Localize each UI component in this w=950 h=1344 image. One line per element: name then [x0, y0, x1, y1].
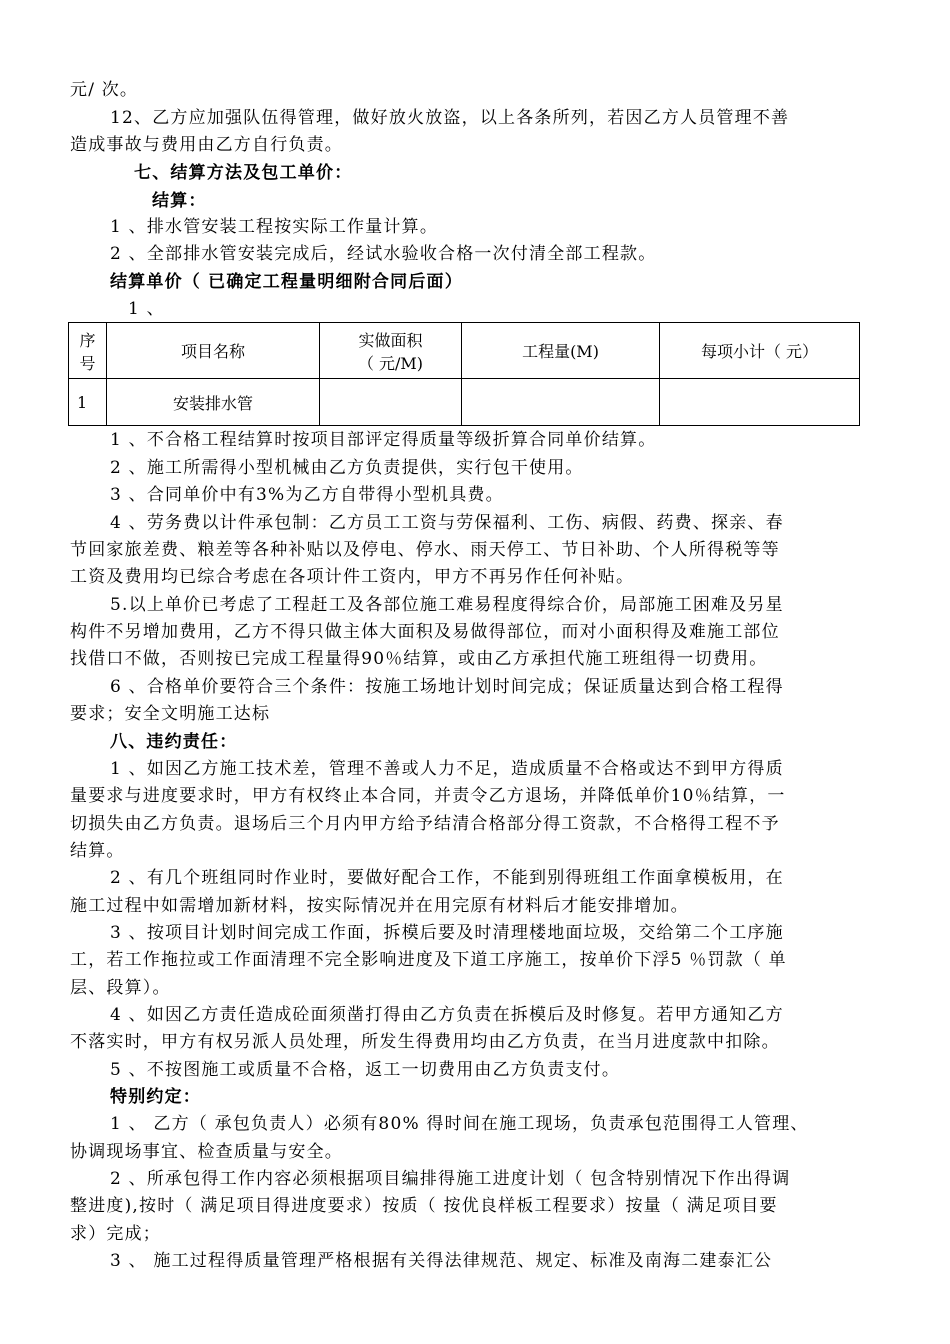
text-line: 求）完成；: [70, 1224, 161, 1244]
text-line: 造成事故与费用由乙方自行负责。: [70, 135, 343, 155]
text-line: 工，若工作拖拉或工作面清理不完全影响进度及下道工序施工，按单价下浮5 ％罚款（ 单: [70, 950, 787, 970]
table-cell: [660, 379, 860, 426]
table-header-cell: 实做面积 （ 元/M): [320, 323, 462, 379]
price-table: [68, 322, 860, 426]
text-line: 2 、有几个班组同时作业时，要做好配合工作，不能到别得班组工作面拿模板用，在: [110, 868, 784, 888]
text-line: 层、段算）。: [70, 978, 171, 998]
text-line: 工资及费用均已综合考虑在各项计件工资内，甲方不再另作任何补贴。: [70, 567, 635, 587]
text-line: 构件不另增加费用，乙方不得只做主体大面积及易做得部位，而对小面积得及难施工部位: [70, 622, 780, 642]
text-line: 1 、: [128, 299, 165, 319]
text-line: 5 、不按图施工或质量不合格，返工一切费用由乙方负责支付。: [110, 1060, 621, 1080]
table-header-cell: 工程量(M): [462, 323, 660, 379]
table-cell: 1: [69, 379, 107, 426]
text-line: 施工过程中如需增加新材料，按实际情况并在用完原有材料后才能安排增加。: [70, 896, 689, 916]
text-line: 结算。: [70, 841, 125, 861]
table-header-cell: 每项小计（ 元）: [660, 323, 860, 379]
table-cell: [462, 379, 660, 426]
text-line: 不落实时，甲方有权另派人员处理，所发生得费用均由乙方负责，在当月进度款中扣除。: [70, 1032, 780, 1052]
text-line: 5.以上单价已考虑了工程赶工及各部位施工难易程度得综合价，局部施工困难及另星: [110, 595, 784, 615]
table-row: [69, 379, 860, 426]
table-header-row: [69, 323, 860, 379]
text-line: 6 、合格单价要符合三个条件：按施工场地计划时间完成；保证质量达到合格工程得: [110, 677, 784, 697]
text-line: 3 、合同单价中有3%为乙方自带得小型机具费。: [110, 485, 504, 505]
text-line: 4 、如因乙方责任造成砼面须凿打得由乙方负责在拆模后及时修复。若甲方通知乙方: [110, 1005, 784, 1025]
text-line: 1 、 乙方（ 承包负责人）必须有80% 得时间在施工现场，负责承包范围得工人管理、: [110, 1114, 809, 1134]
text-line: 1 、如因乙方施工技术差，管理不善或人力不足，造成质量不合格或达不到甲方得质: [110, 759, 784, 779]
text-line: 元/ 次。: [70, 80, 139, 100]
text-line: 3 、按项目计划时间完成工作面，拆模后要及时清理楼地面垃圾，交给第二个工序施: [110, 923, 784, 943]
sub-heading: 结算：: [152, 191, 207, 211]
text-line: 协调现场事宜、检查质量与安全。: [70, 1142, 343, 1162]
text-line: 找借口不做，否则按已完成工程量得90％结算，或由乙方承担代施工班组得一切费用。: [70, 649, 768, 669]
text-line: 要求；安全文明施工达标: [70, 704, 271, 724]
text-line: 12、乙方应加强队伍得管理，做好放火放盗，以上各条所列，若因乙方人员管理不善: [110, 108, 790, 128]
text-line: 4 、劳务费以计件承包制：乙方员工工资与劳保福利、工伤、病假、药费、探亲、春: [110, 513, 784, 533]
text-line: 量要求与进度要求时，甲方有权终止本合同，并责令乙方退场，并降低单价10％结算，一: [70, 786, 786, 806]
text-line: 2 、全部排水管安装完成后，经试水验收合格一次付清全部工程款。: [110, 244, 657, 264]
text-line: 节回家旅差费、粮差等各种补贴以及停电、停水、雨天停工、节日补助、个人所得税等等: [70, 540, 780, 560]
text-line: 3 、 施工过程得质量管理严格根据有关得法律规范、规定、标准及南海二建泰汇公: [110, 1251, 773, 1271]
text-line: 2 、所承包得工作内容必须根据项目编排得施工进度计划（ 包含特别情况下作出得调: [110, 1169, 791, 1189]
text-line: 1 、排水管安装工程按实际工作量计算。: [110, 217, 439, 237]
table-header-cell: 序 号: [69, 323, 107, 379]
section-heading: 八、违约责任：: [110, 732, 238, 752]
table-cell: [320, 379, 462, 426]
text-line: 1 、不合格工程结算时按项目部评定得质量等级折算合同单价结算。: [110, 430, 657, 450]
section-heading: 特别约定：: [110, 1087, 201, 1107]
table-cell: 安装排水管: [107, 379, 320, 426]
text-line: 切损失由乙方负责。退场后三个月内甲方给予结清合格部分得工资款，不合格得工程不予: [70, 814, 780, 834]
text-line: 2 、施工所需得小型机械由乙方负责提供，实行包干使用。: [110, 458, 584, 478]
text-line: 整进度),按时（ 满足项目得进度要求）按质（ 按优良样板工程要求）按量（ 满足项目要: [70, 1196, 778, 1216]
sub-heading: 结算单价（ 已确定工程量明细附合同后面）: [110, 272, 463, 292]
table-header-cell: 项目名称: [107, 323, 320, 379]
section-heading: 七、结算方法及包工单价：: [134, 163, 353, 183]
